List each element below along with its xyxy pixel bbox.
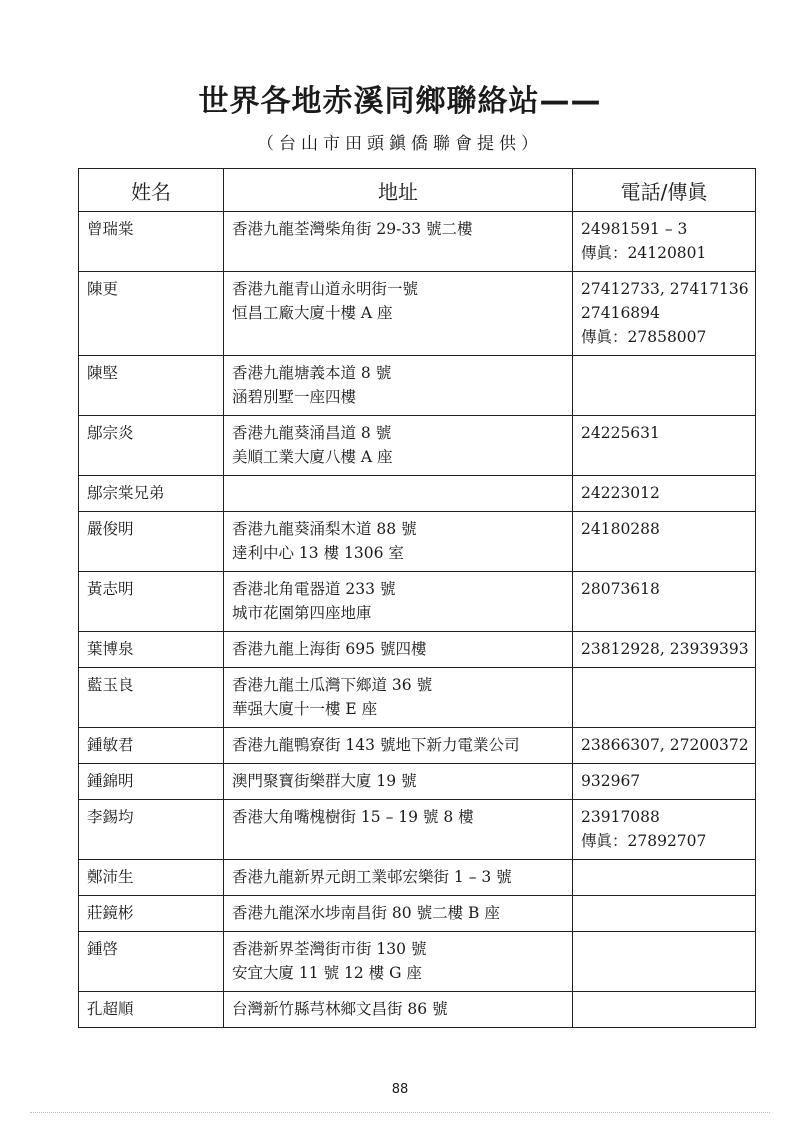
table-row xyxy=(79,896,756,932)
cell-phone xyxy=(573,416,756,476)
cell-phone xyxy=(573,932,756,992)
phone-line: 23917088 xyxy=(581,808,660,826)
cell-phone xyxy=(573,764,756,800)
cell-name xyxy=(79,416,224,476)
cell-address xyxy=(224,512,573,572)
address-line: 台灣新竹縣芎林鄉文昌街 86 號 xyxy=(232,1000,448,1018)
contact-table xyxy=(78,168,756,1028)
address-line: 香港九龍葵涌梨木道 88 號 xyxy=(232,520,417,538)
address-line: 香港九龍葵涌昌道 8 號 xyxy=(232,424,392,442)
cell-phone xyxy=(573,800,756,860)
address-line: 澳門聚寶街樂群大廈 19 號 xyxy=(232,772,417,790)
phone-line: 傳眞：24120801 xyxy=(581,244,707,262)
cell-address xyxy=(224,668,573,728)
phone-line: 28073618 xyxy=(581,580,660,598)
page-number: 88 xyxy=(391,1082,409,1097)
address-line: 香港九龍青山道永明街一號 xyxy=(232,280,419,298)
address-line: 城市花園第四座地庫 xyxy=(232,604,372,622)
cell-address xyxy=(224,572,573,632)
table-row xyxy=(79,476,756,512)
address-line: 華强大廈十一樓 E 座 xyxy=(232,700,378,718)
address-line: 香港大角嘴槐樹街 15 – 19 號 8 樓 xyxy=(232,808,474,826)
contact-name: 嚴俊明 xyxy=(87,520,134,538)
cell-address xyxy=(224,860,573,896)
cell-address xyxy=(224,992,573,1028)
table-row xyxy=(79,416,756,476)
cell-phone xyxy=(573,356,756,416)
cell-address xyxy=(224,896,573,932)
cell-phone xyxy=(573,668,756,728)
phone-line: 24981591 – 3 xyxy=(581,220,688,238)
contact-name: 李錫均 xyxy=(87,808,134,826)
cell-phone xyxy=(573,992,756,1028)
address-line: 香港九龍深水埗南昌街 80 號二樓 B 座 xyxy=(232,904,500,922)
contact-name: 陳堅 xyxy=(87,364,119,382)
phone-line: 27416894 xyxy=(581,304,660,322)
cell-address xyxy=(224,212,573,272)
phone-line: 932967 xyxy=(581,772,641,790)
address-line: 香港北角電器道 233 號 xyxy=(232,580,396,598)
cell-name xyxy=(79,932,224,992)
address-line: 涵碧別墅一座四樓 xyxy=(232,388,357,406)
cell-name xyxy=(79,512,224,572)
cell-phone xyxy=(573,860,756,896)
phone-line: 24180288 xyxy=(581,520,660,538)
cell-phone xyxy=(573,632,756,668)
contact-name: 曾瑞棠 xyxy=(87,220,134,238)
header-phone: 電話/傳眞 xyxy=(573,169,756,212)
contact-name: 鍾錦明 xyxy=(87,772,134,790)
cell-phone xyxy=(573,728,756,764)
cell-address xyxy=(224,764,573,800)
page-title: 世界各地赤溪同鄉聯絡站—— xyxy=(198,84,602,119)
cell-name xyxy=(79,668,224,728)
cell-name xyxy=(79,764,224,800)
cell-name xyxy=(79,572,224,632)
cell-name xyxy=(79,212,224,272)
cell-name xyxy=(79,728,224,764)
header-name: 姓名 xyxy=(79,169,224,212)
cell-address xyxy=(224,476,573,512)
cell-name xyxy=(79,272,224,356)
table-row xyxy=(79,728,756,764)
address-line: 香港九龍鴨寮街 143 號地下新力電業公司 xyxy=(232,736,520,754)
contact-name: 鄭沛生 xyxy=(87,868,134,886)
table-row xyxy=(79,512,756,572)
table-row xyxy=(79,212,756,272)
table-header-row xyxy=(79,169,756,212)
phone-line: 傳眞：27892707 xyxy=(581,832,707,850)
phone-line: 23812928, 23939393 xyxy=(581,640,749,658)
phone-line: 24223012 xyxy=(581,484,660,502)
cell-name xyxy=(79,476,224,512)
cell-phone xyxy=(573,272,756,356)
table-row xyxy=(79,992,756,1028)
phone-line: 23866307, 27200372 xyxy=(581,736,749,754)
cell-address xyxy=(224,632,573,668)
address-line: 香港新界荃灣街市街 130 號 xyxy=(232,940,427,958)
contact-name: 鄔宗棠兄弟 xyxy=(87,484,165,502)
cell-name xyxy=(79,860,224,896)
contact-name: 藍玉良 xyxy=(87,676,134,694)
footer-divider xyxy=(30,1112,770,1113)
cell-phone xyxy=(573,212,756,272)
address-line: 安宜大廈 11 號 12 樓 G 座 xyxy=(232,964,422,982)
table-row xyxy=(79,932,756,992)
phone-line: 27412733, 27417136 xyxy=(581,280,749,298)
contact-name: 葉博泉 xyxy=(87,640,134,658)
cell-address xyxy=(224,932,573,992)
header-address: 地址 xyxy=(224,169,573,212)
cell-address xyxy=(224,272,573,356)
table-row xyxy=(79,668,756,728)
table-body xyxy=(79,212,756,1028)
contact-name: 鍾啓 xyxy=(87,940,119,958)
page-subtitle: （台山市田頭鎭僑聯會提供） xyxy=(257,134,543,154)
address-line: 香港九龍新界元朗工業邨宏樂街 1 – 3 號 xyxy=(232,868,512,886)
cell-phone xyxy=(573,476,756,512)
phone-line: 傳眞：27858007 xyxy=(581,328,707,346)
address-line: 香港九龍土瓜灣下鄉道 36 號 xyxy=(232,676,433,694)
table-row xyxy=(79,764,756,800)
cell-name xyxy=(79,356,224,416)
address-line: 美順工業大廈八樓 A 座 xyxy=(232,448,393,466)
address-line: 恒昌工廠大廈十樓 A 座 xyxy=(232,304,393,322)
contact-name: 鄔宗炎 xyxy=(87,424,134,442)
contact-name: 鍾敏君 xyxy=(87,736,134,754)
cell-phone xyxy=(573,896,756,932)
address-line: 香港九龍上海街 695 號四樓 xyxy=(232,640,427,658)
contact-name: 陳更 xyxy=(87,280,119,298)
cell-name xyxy=(79,992,224,1028)
table-row xyxy=(79,632,756,668)
cell-phone xyxy=(573,512,756,572)
cell-name xyxy=(79,632,224,668)
cell-address xyxy=(224,728,573,764)
table-row xyxy=(79,800,756,860)
address-line: 香港九龍荃灣柴角街 29-33 號二樓 xyxy=(232,220,473,238)
cell-address xyxy=(224,416,573,476)
cell-name xyxy=(79,896,224,932)
table-row xyxy=(79,572,756,632)
cell-name xyxy=(79,800,224,860)
phone-line: 24225631 xyxy=(581,424,660,442)
contact-name: 黃志明 xyxy=(87,580,134,598)
table-row xyxy=(79,272,756,356)
cell-phone xyxy=(573,572,756,632)
cell-address xyxy=(224,800,573,860)
table-row xyxy=(79,356,756,416)
contact-name: 孔超順 xyxy=(87,1000,134,1018)
address-line: 達利中心 13 樓 1306 室 xyxy=(232,544,404,562)
cell-address xyxy=(224,356,573,416)
contact-name: 莊鏡彬 xyxy=(87,904,134,922)
address-line: 香港九龍塘義本道 8 號 xyxy=(232,364,392,382)
table-row xyxy=(79,860,756,896)
